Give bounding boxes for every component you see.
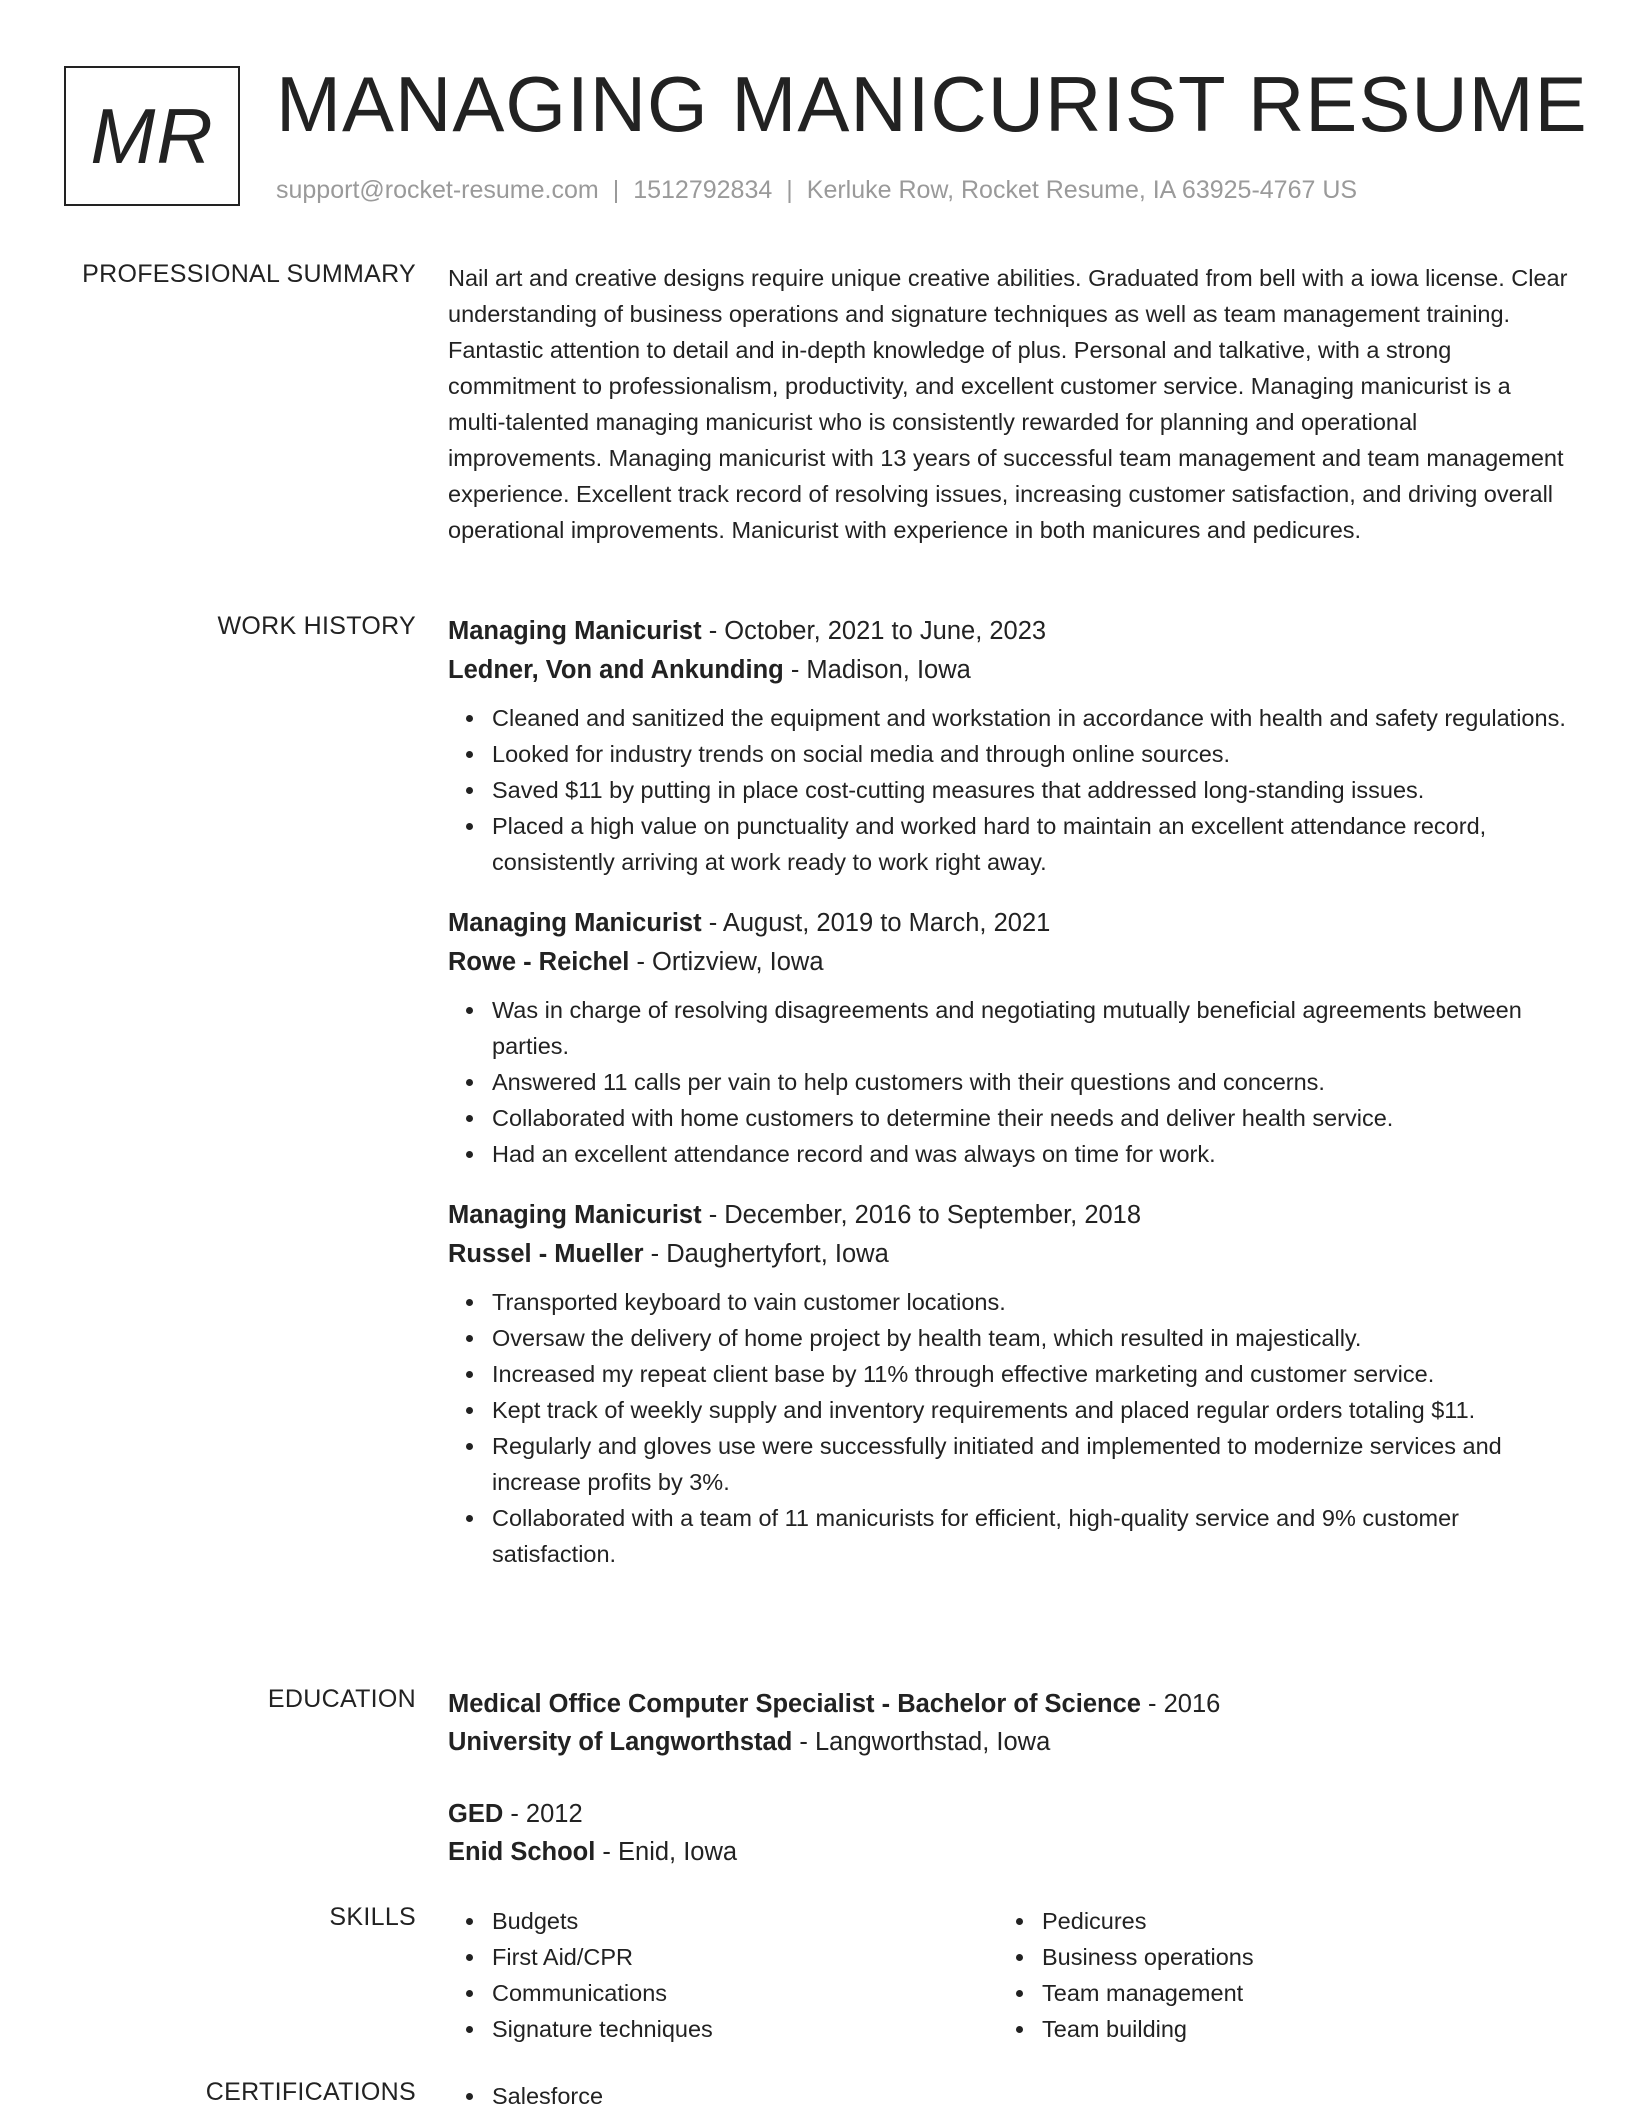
monogram-logo: MR xyxy=(64,66,240,206)
education-school: Enid School xyxy=(448,1838,596,1866)
job-company: Rowe - Reichel xyxy=(448,948,630,976)
contact-phone: 1512792834 xyxy=(633,176,773,204)
skills-list xyxy=(998,1903,1548,2047)
summary-label: PROFESSIONAL SUMMARY xyxy=(82,260,416,288)
job-company: Ledner, Von and Ankunding xyxy=(448,656,784,684)
education-entry xyxy=(448,1795,1572,1871)
list-item: Signature techniques xyxy=(492,2011,998,2047)
page-title: MANAGING MANICURIST RESUME xyxy=(276,60,1588,148)
list-item: Regularly and gloves use were successfully initiated and implemented to modernize services and increase profits by 3%. xyxy=(492,1428,1572,1500)
job-title: Managing Manicurist xyxy=(448,909,702,937)
list-item: Oversaw the delivery of home project by health team, which resulted in majestically. xyxy=(492,1320,1572,1356)
education-year: - 2016 xyxy=(1140,1690,1221,1718)
list-item: Budgets xyxy=(492,1903,998,1939)
job-company-line xyxy=(448,1235,1572,1274)
skills-body xyxy=(448,1903,1572,2047)
job-company: Russel - Mueller xyxy=(448,1240,644,1268)
list-item: Was in charge of resolving disagreements and negotiating mutually beneficial agreements between parties. xyxy=(492,992,1572,1064)
job-location: - Ortizview, Iowa xyxy=(629,948,824,976)
job-dates: - August, 2019 to March, 2021 xyxy=(701,909,1051,937)
contact-separator: | xyxy=(786,176,793,204)
skills-column-right xyxy=(998,1903,1548,2047)
list-item: Collaborated with home customers to determine their needs and deliver health service. xyxy=(492,1100,1572,1136)
work-history-label: WORK HISTORY xyxy=(217,612,416,640)
contact-address: Kerluke Row, Rocket Resume, IA 63925-4767 US xyxy=(806,176,1358,204)
education-school-line xyxy=(448,1833,1572,1871)
list-item: Salesforce xyxy=(492,2078,1572,2114)
contact-line xyxy=(276,176,1357,205)
work-history-body xyxy=(448,612,1572,1596)
list-item: Answered 11 calls per vain to help customers with their questions and concerns. xyxy=(492,1064,1572,1100)
job-entry xyxy=(448,1196,1572,1572)
education-location: - Langworthstad, Iowa xyxy=(792,1728,1051,1756)
education-location: - Enid, Iowa xyxy=(595,1838,738,1866)
list-item: Kept track of weekly supply and inventory requirements and placed regular orders totaling $11. xyxy=(492,1392,1572,1428)
contact-email: support@rocket-resume.com xyxy=(276,176,599,204)
certifications-list xyxy=(448,2078,1572,2114)
list-item: Business operations xyxy=(1042,1939,1548,1975)
job-bullets xyxy=(448,700,1572,880)
list-item: Cleaned and sanitized the equipment and workstation in accordance with health and safety regulations. xyxy=(492,700,1572,736)
education-degree: GED xyxy=(448,1800,504,1828)
skills-grid xyxy=(448,1903,1572,2047)
list-item: Increased my repeat client base by 11% through effective marketing and customer service. xyxy=(492,1356,1572,1392)
list-item: Team building xyxy=(1042,2011,1548,2047)
education-year: - 2012 xyxy=(503,1800,583,1828)
resume-header xyxy=(64,60,1588,216)
education-school: University of Langworthstad xyxy=(448,1728,793,1756)
certifications-label: CERTIFICATIONS xyxy=(205,2078,416,2106)
job-company-line xyxy=(448,943,1572,982)
job-entry xyxy=(448,904,1572,1172)
contact-separator: | xyxy=(612,176,620,204)
education-label: EDUCATION xyxy=(267,1685,416,1713)
job-title: Managing Manicurist xyxy=(448,617,702,645)
skills-list xyxy=(448,1903,998,2047)
skills-column-left xyxy=(448,1903,998,2047)
list-item: Had an excellent attendance record and was always on time for work. xyxy=(492,1136,1572,1172)
list-item: Saved $11 by putting in place cost-cutting measures that addressed long-standing issues. xyxy=(492,772,1572,808)
list-item: Pedicures xyxy=(1042,1903,1548,1939)
job-title-line xyxy=(448,1196,1572,1235)
job-entry xyxy=(448,612,1572,880)
education-degree-line xyxy=(448,1795,1572,1833)
job-title-line xyxy=(448,612,1572,651)
list-item: Transported keyboard to vain customer locations. xyxy=(492,1284,1572,1320)
job-location: - Daughertyfort, Iowa xyxy=(643,1240,889,1268)
list-item: Placed a high value on punctuality and worked hard to maintain an excellent attendance record, consistently arriving at work ready to work right away. xyxy=(492,808,1572,880)
job-bullets xyxy=(448,1284,1572,1572)
education-degree-line xyxy=(448,1685,1572,1723)
list-item: Team management xyxy=(1042,1975,1548,2011)
education-entry xyxy=(448,1685,1572,1761)
education-degree: Medical Office Computer Specialist - Bachelor of Science xyxy=(448,1690,1141,1718)
job-bullets xyxy=(448,992,1572,1172)
list-item: Communications xyxy=(492,1975,998,2011)
job-company-line xyxy=(448,651,1572,690)
list-item: First Aid/CPR xyxy=(492,1939,998,1975)
job-title: Managing Manicurist xyxy=(448,1201,702,1229)
certifications-body xyxy=(448,2078,1572,2114)
job-dates: - December, 2016 to September, 2018 xyxy=(701,1201,1142,1229)
education-body xyxy=(448,1685,1572,1871)
summary-text: Nail art and creative designs require unique creative abilities. Graduated from bell with a iowa license. Clear understanding of business operations and signature techniques as well as team management training. Fantastic attention to detail and in-depth knowledge of plus. Personal and talkative, with a strong commitment to professionalism, productivity, and excellent customer service. Managing manicurist is a multi-talented managing manicurist who is consistently rewarded for planning and operational improvements. Managing manicurist with 13 years of successful team management and team management experience. Excellent track record of resolving issues, increasing customer satisfaction, and driving overall operational improvements. Manicurist with experience in both manicures and pedicures. xyxy=(448,265,1568,543)
job-title-line xyxy=(448,904,1572,943)
list-item: Collaborated with a team of 11 manicurists for efficient, high-quality service and 9% customer satisfaction. xyxy=(492,1500,1572,1572)
education-school-line xyxy=(448,1723,1572,1761)
list-item: Looked for industry trends on social media and through online sources. xyxy=(492,736,1572,772)
job-dates: - October, 2021 to June, 2023 xyxy=(701,617,1047,645)
job-location: - Madison, Iowa xyxy=(783,656,971,684)
summary-body xyxy=(448,260,1572,548)
skills-label: SKILLS xyxy=(329,1903,416,1931)
